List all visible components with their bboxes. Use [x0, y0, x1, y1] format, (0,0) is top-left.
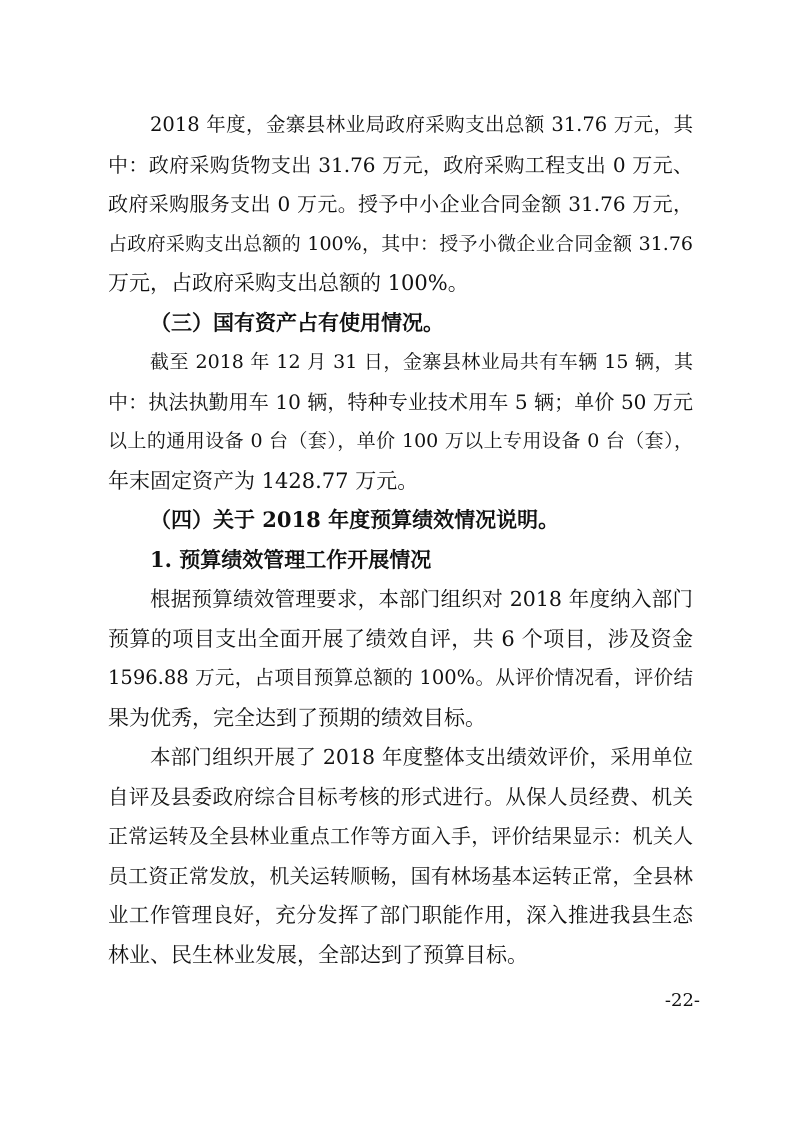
paragraph-line: 截至 2018 年 12 月 31 日，金寨县林业局共有车辆 15 辆，其	[150, 351, 693, 373]
paragraph-line: 林业、民生林业发展，全部达到了预算目标。	[108, 943, 528, 967]
paragraph-line: 2018 年度，金寨县林业局政府采购支出总额 31.76 万元，其	[150, 113, 693, 136]
paragraph-line: 果为优秀，完全达到了预期的绩效目标。	[108, 706, 486, 730]
paragraph-line: 万元，占政府采购支出总额的 100%。	[108, 271, 469, 295]
section-heading-assets: （三）国有资产占有使用情况。	[150, 310, 444, 335]
subheading-management: 1. 预算绩效管理工作开展情况	[150, 547, 432, 572]
paragraph-line: 中：执法执勤用车 10 辆，特种专业技术用车 5 辆；单价 50 万元	[108, 390, 693, 414]
paragraph-line: 占政府采购支出总额的 100%，其中：授予小微企业合同金额 31.76	[108, 233, 693, 255]
paragraph-line: 以上的通用设备 0 台（套），单价 100 万以上专用设备 0 台（套），	[108, 430, 693, 452]
paragraph-line: 正常运转及全县林业重点工作等方面入手，评价结果显示：机关人	[108, 824, 693, 848]
paragraph-line: 年末固定资产为 1428.77 万元。	[108, 469, 419, 493]
paragraph-line: 员工资正常发放，机关运转顺畅，国有林场基本运转正常，全县林	[108, 864, 693, 888]
paragraph-line: 预算的项目支出全面开展了绩效自评，共 6 个项目，涉及资金	[108, 627, 693, 651]
paragraph-line: 本部门组织开展了 2018 年度整体支出绩效评价，采用单位	[150, 745, 693, 769]
paragraph-line: 根据预算绩效管理要求，本部门组织对 2018 年度纳入部门	[150, 587, 693, 611]
page-number: -22-	[664, 990, 700, 1011]
paragraph-line: 自评及县委政府综合目标考核的形式进行。从保人员经费、机关	[108, 785, 693, 809]
paragraph-line: 业工作管理良好，充分发挥了部门职能作用，深入推进我县生态	[108, 903, 693, 927]
paragraph-line: 中：政府采购货物支出 31.76 万元，政府采购工程支出 0 万元、	[108, 153, 693, 177]
section-heading-performance: （四）关于 2018 年度预算绩效情况说明。	[150, 507, 560, 532]
paragraph-line: 1596.88 万元，占项目预算总额的 100%。从评价情况看，评价结	[108, 666, 693, 689]
paragraph-line: 政府采购服务支出 0 万元。授予中小企业合同金额 31.76 万元，	[108, 192, 693, 216]
